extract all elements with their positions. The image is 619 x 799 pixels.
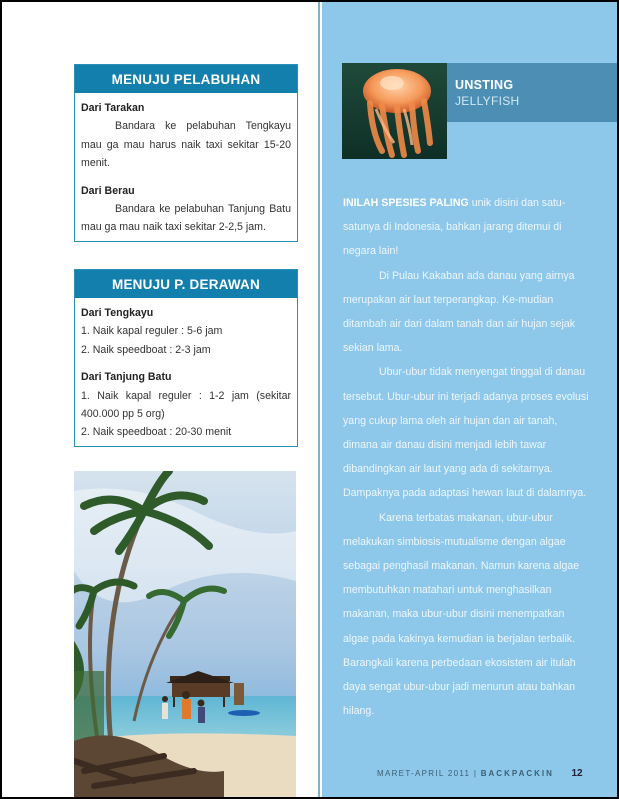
box-body [75,93,297,241]
article-paragraph [343,191,593,264]
column-divider [318,2,320,797]
box-title: MENUJU PELABUHAN [75,65,297,93]
article-lead: INILAH SPESIES PALING [343,197,469,209]
section-text: Bandara ke pelabuhan Tengkayu mau ga mau harus naik taxi sekitar 15-20 menit. [81,120,291,170]
jellyfish-photo [342,63,447,159]
info-box-pelabuhan [74,64,298,242]
section-heading: Dari Tanjung Batu [81,371,172,384]
article-paragraph: Di Pulau Kakaban ada danau yang airnya merupakan air laut terperangkap. Ke-mudian ditambah air dari dalam tanah dan air hujan sejak sekian lama. [343,269,576,355]
section-text: Bandara ke pelabuhan Tanjung Batu mau ga mau naik taxi sekitar 2-2,5 jam. [81,203,291,234]
route-line: 2. Naik speedboat : 2-3 jam [81,343,211,356]
page-number: 12 [571,768,583,779]
feature-title: UNSTING [455,78,514,92]
article-body [343,191,593,723]
section-heading: Dari Tarakan [81,102,145,114]
magazine-page [2,2,617,797]
footer-separator: | [473,769,478,778]
section-heading: Dari Berau [81,184,135,197]
page-footer [377,768,583,779]
article-paragraph: Ubur-ubur tidak menyengat tinggal di danau tersebut. Ubur-ubur ini terjadi adanya proses evolusi yang cukup lama oleh air hujan dan air tanah, dimana air danau disini menjadi lebih tawar dibandingkan air laut yang ada di sekitarnya. Dampaknya pada adaptasi hewan laut di dalamnya. [343,366,589,500]
route-line: 1. Naik kapal reguler : 1-2 jam (sekitar 400.000 pp 5 org) [81,389,291,421]
article-paragraph: Karena terbatas makanan, ubur-ubur melakukan simbiosis-mutualisme dengan algae sebagai penghasil makanan. Namun karena algae membutuhkan matahari untuk menghasilkan makanan, maka ubur-ubur disini menempatkan algae pada kakinya kemudian ia berjalan terbalik. Barangkali karena perbedaan ekosistem air itulah daya sengat ubur-ubur jadi menurun atau bahkan hilang. [343,511,580,718]
section-heading: Dari Tengkayu [81,307,154,319]
feature-subtitle: JELLYFISH [455,94,520,108]
box-body [75,298,297,446]
issue-date: MARET-APRIL 2011 [377,769,471,778]
feature-label [447,63,617,122]
info-box-derawan [74,269,298,447]
magazine-name: BACKPACKIN [480,769,554,778]
beach-photo [74,471,296,797]
box-title: MENUJU P. DERAWAN [75,270,297,298]
article-lead-rest: unik disini dan satu-satunya di Indonesia, bahkan jarang ditemui di negara lain! [343,197,566,258]
feature-panel [322,2,617,797]
route-line: 1. Naik kapal reguler : 5-6 jam [81,325,223,338]
route-line: 2. Naik speedboat : 20-30 menit [81,426,232,439]
